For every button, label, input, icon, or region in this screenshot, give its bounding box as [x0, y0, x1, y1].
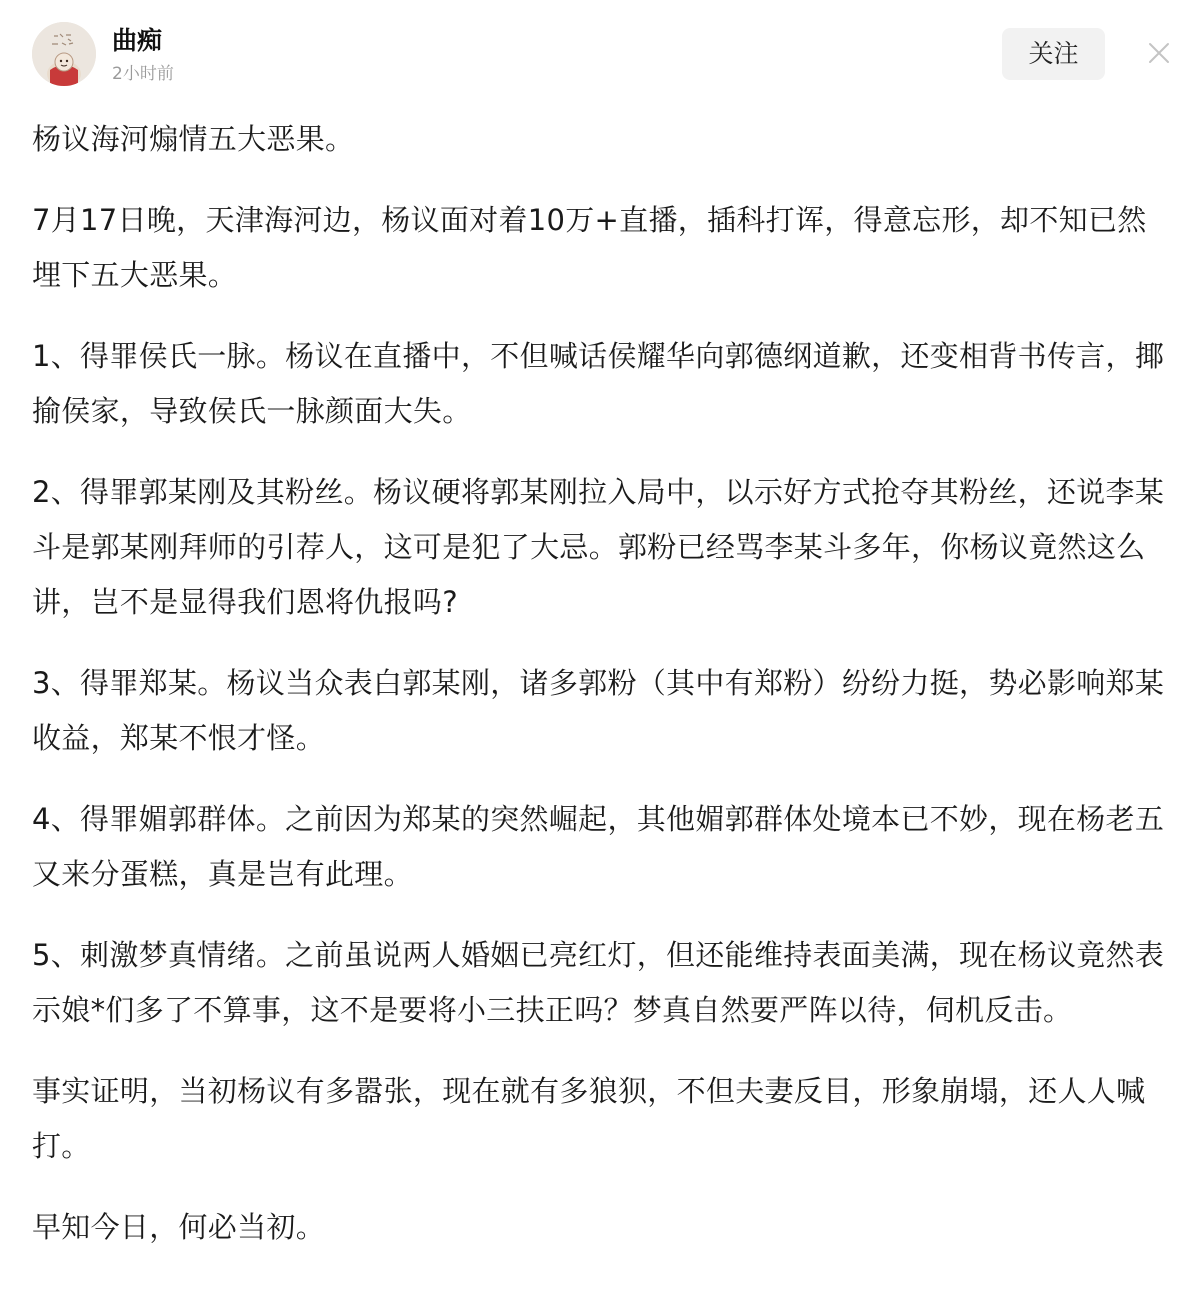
avatar[interactable] — [32, 22, 96, 86]
paragraph-intro: 7月17日晚，天津海河边，杨议面对着10万+直播，插科打诨，得意忘形，却不知已然埋下五大恶果。 — [32, 203, 1147, 292]
paragraph-point-5: 5、刺激梦真情绪。之前虽说两人婚姻已亮红灯，但还能维持表面美满，现在杨议竟然表示娘*们多了不算事，这不是要将小三扶正吗？梦真自然要严阵以待，伺机反击。 — [32, 938, 1165, 1027]
paragraph-point-3: 3、得罪郑某。杨议当众表白郭某刚，诸多郭粉（其中有郑粉）纷纷力挺，势必影响郑某收益，郑某不恨才怪。 — [32, 666, 1165, 755]
post-header — [0, 0, 1200, 110]
paragraph-closing: 早知今日，何必当初。 — [32, 1210, 326, 1244]
paragraph-title: 杨议海河煽情五大恶果。 — [32, 122, 355, 156]
paragraph-point-2: 2、得罪郭某刚及其粉丝。杨议硬将郭某刚拉入局中，以示好方式抢夺其粉丝，还说李某斗是郭某刚拜师的引荐人，这可是犯了大忌。郭粉已经骂李某斗多年，你杨议竟然这么讲，岂不是显得我们恩将仇报吗? — [32, 475, 1165, 619]
avatar-cartoon-icon — [32, 22, 96, 86]
post-time: 2小时前 — [112, 64, 174, 84]
author-name[interactable]: 曲痴 — [112, 26, 163, 55]
paragraph-point-4: 4、得罪媚郭群体。之前因为郑某的突然崛起，其他媚郭群体处境本已不妙，现在杨老五又来分蛋糕，真是岂有此理。 — [32, 802, 1165, 891]
paragraph-point-1: 1、得罪侯氏一脉。杨议在直播中，不但喊话侯耀华向郭德纲道歉，还变相背书传言，揶揄侯家，导致侯氏一脉颜面大失。 — [32, 339, 1165, 428]
close-icon[interactable] — [1144, 38, 1174, 68]
post-body — [32, 112, 1172, 1281]
paragraph-conclusion: 事实证明，当初杨议有多嚣张，现在就有多狼狈，不但夫妻反目，形象崩塌，还人人喊打。 — [32, 1074, 1146, 1163]
follow-button[interactable]: 关注 — [1002, 28, 1105, 80]
